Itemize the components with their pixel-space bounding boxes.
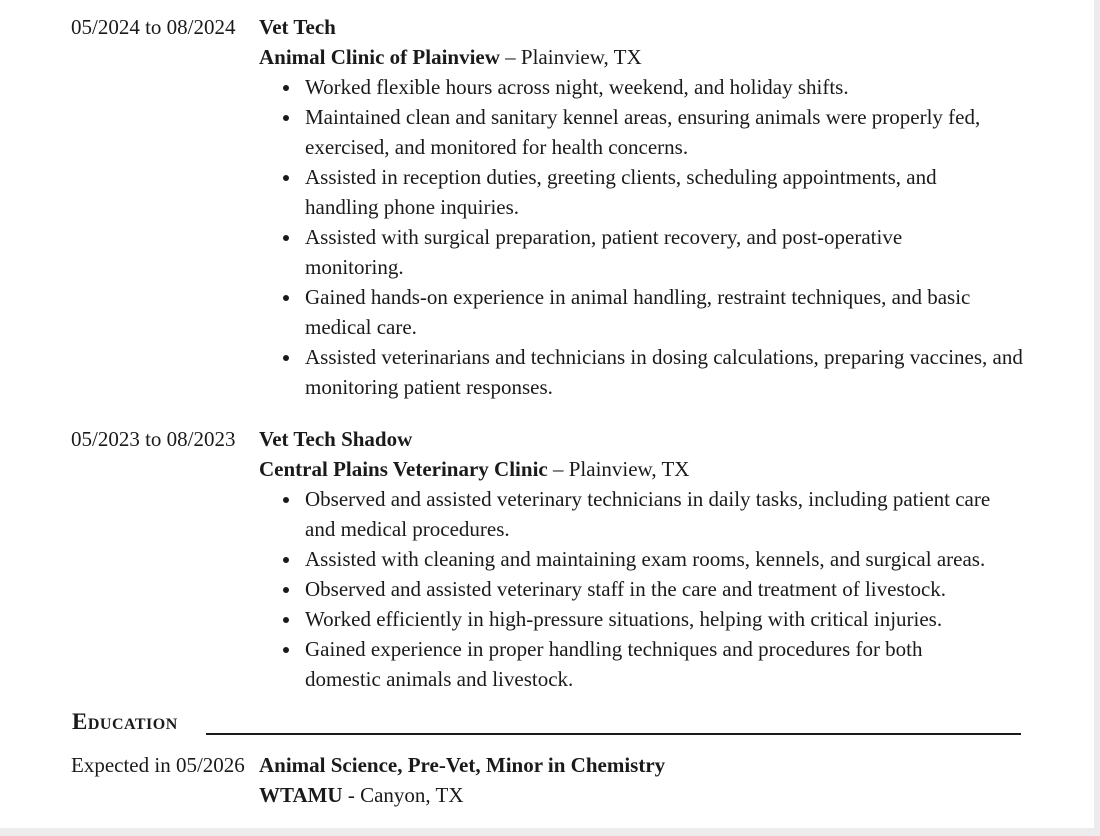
list-item: Gained hands-on experience in animal handling, restraint techniques, and basic medical care.: [259, 282, 1025, 342]
education-heading: Education: [72, 709, 178, 734]
duties-list: [259, 484, 1029, 694]
list-item: Maintained clean and sanitary kennel areas, ensuring animals were properly fed, exercised, and monitored for health concerns.: [259, 102, 1025, 162]
list-item: Assisted in reception duties, greeting clients, scheduling appointments, and handling phone inquiries.: [259, 162, 1005, 222]
list-item: Worked flexible hours across night, weekend, and holiday shifts.: [259, 72, 1029, 102]
employer-line: [259, 42, 1029, 72]
job-title: Vet Tech: [259, 15, 336, 39]
employer-name: Central Plains Veterinary Clinic: [259, 457, 548, 481]
employer-location: Plainview, TX: [520, 45, 642, 69]
location-separator: –: [547, 457, 569, 481]
employer-line: [259, 454, 1029, 484]
list-item: Assisted with cleaning and maintaining exam rooms, kennels, and surgical areas.: [259, 544, 1029, 574]
employer-name: Animal Clinic of Plainview: [259, 45, 500, 69]
education-dates: Expected in 05/2026: [71, 753, 245, 777]
list-item: Gained experience in proper handling techniques and procedures for both domestic animals and livestock.: [259, 634, 985, 694]
location-separator: -: [342, 783, 361, 807]
job-title: Vet Tech Shadow: [259, 427, 413, 451]
employer-location: Plainview, TX: [568, 457, 690, 481]
experience-dates: 05/2024 to 08/2024: [71, 15, 236, 39]
list-item: Assisted veterinarians and technicians in dosing calculations, preparing vaccines, and monitoring patient responses.: [259, 342, 1035, 402]
list-item: Worked efficiently in high-pressure situations, helping with critical injuries.: [259, 604, 1029, 634]
list-item: Observed and assisted veterinary staff in the care and treatment of livestock.: [259, 574, 1029, 604]
school-line: [259, 780, 1029, 810]
degree: Animal Science, Pre-Vet, Minor in Chemistry: [259, 753, 666, 777]
experience-dates: 05/2023 to 08/2023: [71, 427, 236, 451]
duties-list: [259, 72, 1029, 402]
school-location: Canyon, TX: [360, 783, 464, 807]
list-item: Assisted with surgical preparation, patient recovery, and post-operative monitoring.: [259, 222, 985, 282]
location-separator: –: [499, 45, 521, 69]
list-item: Observed and assisted veterinary technicians in daily tasks, including patient care and medical procedures.: [259, 484, 1005, 544]
section-divider: [206, 733, 1021, 735]
school-name: WTAMU: [259, 783, 343, 807]
